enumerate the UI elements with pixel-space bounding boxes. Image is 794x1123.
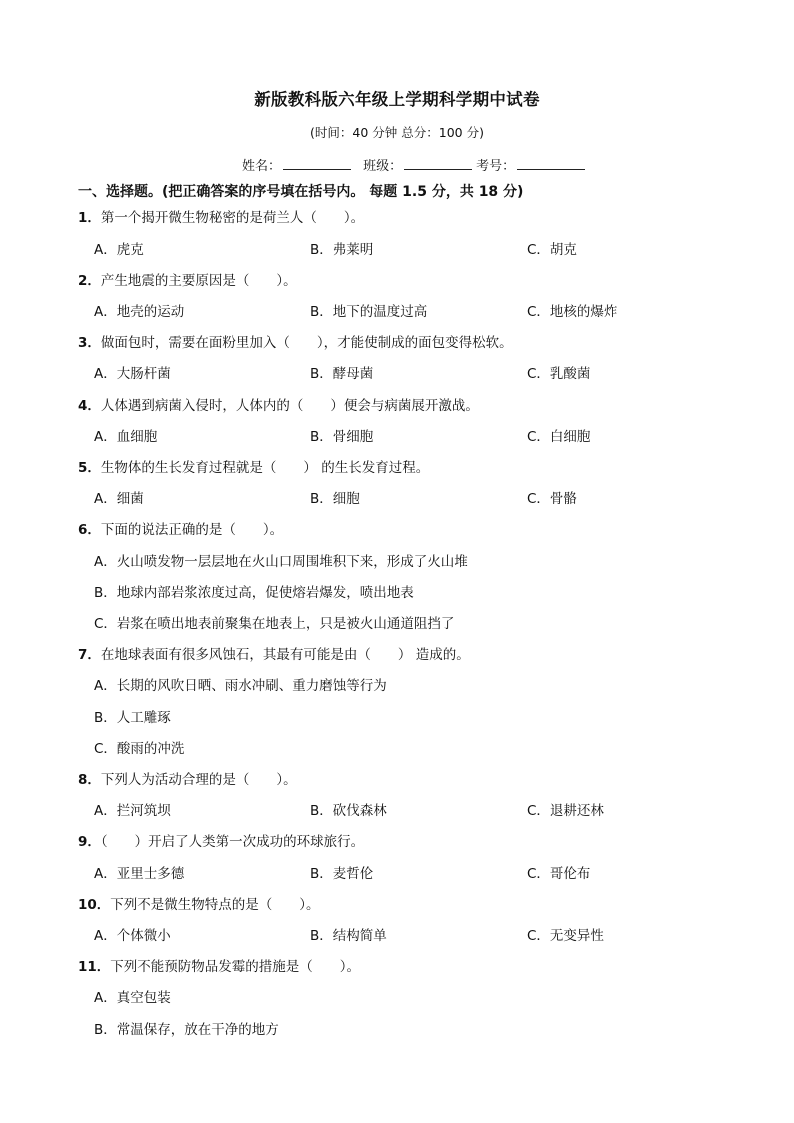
question-text: 下列人为活动合理的是（ ）。 — [100, 772, 297, 788]
question-text: 下列不是微生物特点的是（ ）。 — [110, 897, 320, 913]
option-a: A．大肠杆菌 — [94, 366, 171, 382]
question-text: 产生地震的主要原因是（ ）。 — [100, 273, 297, 289]
question-number: 1． — [78, 210, 101, 226]
exam-subtitle: (时间：40 分钟 总分：100 分) — [310, 125, 484, 140]
question-stem — [78, 456, 429, 476]
option-c: C．白细胞 — [527, 429, 591, 445]
question-stem — [78, 830, 364, 850]
option-c: C．哥伦布 — [527, 866, 591, 882]
class-blank[interactable] — [404, 156, 472, 170]
student-info-line — [242, 155, 589, 174]
question-text: 下面的说法正确的是（ ）。 — [100, 522, 284, 538]
class-label: 班级： — [363, 159, 403, 174]
option-c: C．退耕还林 — [527, 803, 604, 819]
option-b: B．地下的温度过高 — [310, 304, 428, 320]
name-blank[interactable] — [283, 156, 351, 170]
option-b: B．细胞 — [310, 491, 360, 507]
option-a: A．血细胞 — [94, 429, 158, 445]
option-a: A．亚里士多德 — [94, 866, 185, 882]
question-number: 4． — [78, 398, 101, 414]
id-blank[interactable] — [517, 156, 585, 170]
option-b: B．弗莱明 — [310, 242, 374, 258]
question-stem — [78, 206, 364, 226]
option-a: A．地壳的运动 — [94, 304, 185, 320]
question-number: 10． — [78, 897, 111, 913]
option-a: A．细菌 — [94, 491, 144, 507]
id-label: 考号： — [476, 159, 516, 174]
option-a: A．个体微小 — [94, 928, 171, 944]
question-text: 在地球表面有很多风蚀石，其最有可能是由（ ） 造成的。 — [100, 647, 470, 663]
option-b: B．常温保存，放在干净的地方 — [94, 1022, 279, 1038]
option-c: C．地核的爆炸 — [527, 304, 618, 320]
question-text: 做面包时，需要在面粉里加入（ ），才能使制成的面包变得松软。 — [100, 335, 513, 351]
option-b: B．麦哲伦 — [310, 866, 374, 882]
question-stem — [78, 518, 283, 538]
option-a: A．火山喷发物一层层地在火山口周围堆积下来，形成了火山堆 — [94, 554, 468, 570]
question-number: 5． — [78, 460, 101, 476]
option-c: C．岩浆在喷出地表前聚集在地表上，只是被火山通道阻挡了 — [94, 616, 455, 632]
option-b: B．砍伐森林 — [310, 803, 387, 819]
question-number: 3． — [78, 335, 101, 351]
option-b: B．人工雕琢 — [94, 710, 171, 726]
option-c: C．乳酸菌 — [527, 366, 591, 382]
question-number: 9． — [78, 834, 101, 850]
question-stem — [78, 331, 513, 351]
option-c: C．胡克 — [527, 242, 577, 258]
option-a: A．长期的风吹日晒、雨水冲刷、重力磨蚀等行为 — [94, 678, 387, 694]
option-b: B．酵母菌 — [310, 366, 374, 382]
question-number: 2． — [78, 273, 101, 289]
question-text: 下列不能预防物品发霉的措施是（ ）。 — [110, 959, 361, 975]
question-stem — [78, 394, 479, 414]
question-number: 6． — [78, 522, 101, 538]
option-b: B．地球内部岩浆浓度过高，促使熔岩爆发，喷出地表 — [94, 585, 414, 601]
option-b: B．骨细胞 — [310, 429, 374, 445]
option-c: C．酸雨的冲洗 — [94, 741, 185, 757]
option-c: C．无变异性 — [527, 928, 604, 944]
question-text: （ ）开启了人类第一次成功的环球旅行。 — [100, 834, 365, 850]
question-stem — [78, 269, 297, 289]
option-c: C．骨骼 — [527, 491, 577, 507]
question-text: 生物体的生长发育过程就是（ ） 的生长发育过程。 — [100, 460, 430, 476]
section-heading: 一、选择题。(把正确答案的序号填在括号内。 每题 1.5 分，共 18 分) — [78, 184, 524, 200]
option-a: A．拦河筑坝 — [94, 803, 171, 819]
question-stem — [78, 768, 297, 788]
question-stem — [78, 893, 320, 913]
exam-title: 新版教科版六年级上学期科学期中试卷 — [254, 90, 540, 109]
name-label: 姓名： — [242, 159, 282, 174]
option-b: B．结构简单 — [310, 928, 387, 944]
question-text: 人体遇到病菌入侵时，人体内的（ ）便会与病菌展开激战。 — [100, 398, 479, 414]
question-number: 8． — [78, 772, 101, 788]
question-number: 11． — [78, 959, 111, 975]
question-stem — [78, 955, 360, 975]
option-a: A．真空包装 — [94, 990, 171, 1006]
question-stem — [78, 643, 470, 663]
question-text: 第一个揭开微生物秘密的是荷兰人（ ）。 — [100, 210, 365, 226]
option-a: A．虎克 — [94, 242, 144, 258]
question-number: 7． — [78, 647, 101, 663]
